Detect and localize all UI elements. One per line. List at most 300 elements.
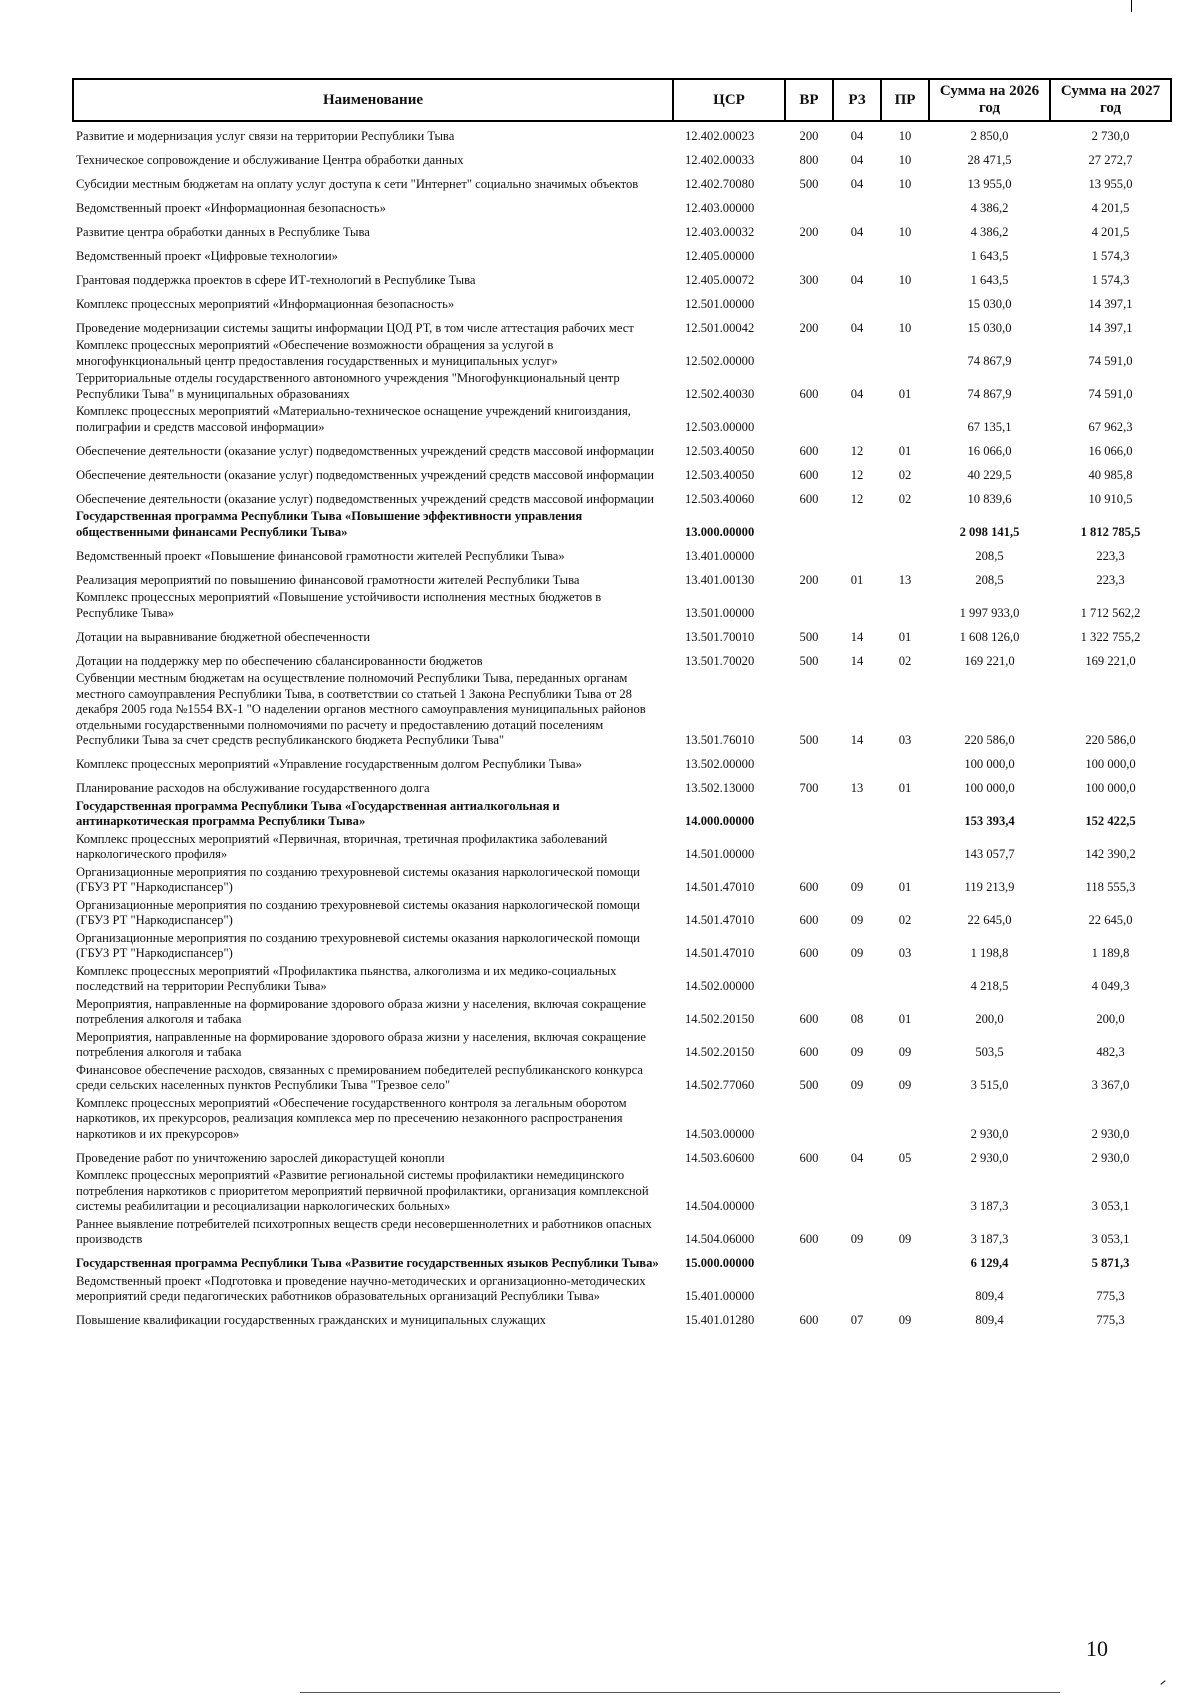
- row-rz: [833, 1095, 881, 1144]
- row-sum-2027: 4 201,5: [1091, 200, 1130, 215]
- row-rz: 04: [850, 386, 864, 401]
- row-vr: 600: [799, 491, 819, 506]
- row-pr: [881, 193, 929, 217]
- row-vr: 500: [799, 653, 819, 668]
- table-row: [73, 1306, 1171, 1330]
- page-number: 10: [1086, 1636, 1108, 1661]
- table-row: [73, 241, 1171, 265]
- table-row: [73, 930, 1171, 963]
- row-pr: 01: [898, 1012, 912, 1026]
- row-sum-2026: 10 839,6: [967, 491, 1012, 506]
- row-sum-2026: 15 030,0: [967, 320, 1012, 335]
- row-vr: 600: [799, 1232, 819, 1246]
- row-sum-2027: 200,0: [1096, 1012, 1125, 1026]
- row-sum-2026: 2 930,0: [970, 1150, 1009, 1165]
- row-vr: 300: [799, 272, 819, 287]
- row-name: Комплекс процессных мероприятий «Информационная безопасность»: [76, 296, 455, 311]
- row-sum-2026: 3 187,3: [970, 1232, 1009, 1246]
- row-sum-2026: 153 393,4: [964, 814, 1015, 828]
- row-sum-2026: 2 930,0: [970, 1126, 1009, 1141]
- row-rz: [833, 750, 881, 774]
- header-vr: ВР: [785, 79, 833, 121]
- row-sum-2026: 1 997 933,0: [959, 605, 1020, 620]
- row-sum-2026: 13 955,0: [967, 176, 1012, 191]
- table-row: [73, 460, 1171, 484]
- row-vr: 600: [799, 1313, 819, 1327]
- row-sum-2027: 1 189,8: [1091, 946, 1130, 960]
- row-pr: 10: [898, 128, 912, 143]
- table-row: [73, 193, 1171, 217]
- row-pr: 02: [898, 491, 912, 506]
- row-pr: 01: [898, 781, 912, 795]
- row-sum-2026: 74 867,9: [967, 353, 1012, 368]
- row-csr: 12.502.00000: [685, 353, 755, 368]
- row-csr: 12.402.00023: [685, 128, 755, 143]
- row-sum-2027: 775,3: [1096, 1289, 1125, 1303]
- row-sum-2027: 16 066,0: [1088, 443, 1133, 458]
- row-sum-2027: 1 322 755,2: [1080, 629, 1141, 644]
- row-pr: 13: [898, 572, 912, 587]
- row-sum-2026: 4 386,2: [970, 200, 1009, 215]
- row-csr: 14.501.47010: [685, 946, 755, 960]
- row-vr: 200: [799, 572, 819, 587]
- row-rz: [833, 963, 881, 996]
- row-rz: 12: [850, 467, 864, 482]
- row-vr: [785, 1273, 833, 1306]
- row-csr: 13.401.00130: [685, 572, 755, 587]
- row-csr: 13.401.00000: [685, 548, 755, 563]
- row-csr: 12.503.40050: [685, 467, 755, 482]
- row-rz: 12: [850, 491, 864, 506]
- row-vr: 600: [799, 946, 819, 960]
- row-sum-2027: 169 221,0: [1085, 653, 1136, 668]
- row-name: Комплекс процессных мероприятий «Развитие региональной системы профилактики немедицинского потребления наркотиков с приоритетом мероприятий первичной профилактики, организация комплексной системы реабилитации и ресоциализации наркологических больных»: [76, 1168, 649, 1213]
- row-rz: [833, 289, 881, 313]
- row-sum-2026: 2 850,0: [970, 128, 1009, 143]
- row-sum-2026: 208,5: [975, 572, 1004, 587]
- row-pr: 03: [898, 733, 912, 747]
- row-name: Ведомственный проект «Подготовка и проведение научно-методических и организационно-методических мероприятий среди педагогических работников образовательных организаций Республики Тыва»: [76, 1273, 646, 1303]
- table-row: [73, 508, 1171, 541]
- row-pr: 10: [898, 224, 912, 239]
- row-sum-2027: 100 000,0: [1085, 757, 1136, 771]
- row-sum-2026: 1 643,5: [970, 248, 1009, 263]
- row-csr: 12.503.40060: [685, 491, 755, 506]
- row-rz: 04: [850, 128, 864, 143]
- table-row: [73, 670, 1171, 750]
- row-pr: 01: [898, 629, 912, 644]
- row-pr: 01: [898, 443, 912, 458]
- table-row: [73, 145, 1171, 169]
- row-vr: 600: [799, 913, 819, 927]
- row-csr: 14.504.06000: [685, 1232, 755, 1246]
- row-csr: 12.503.40050: [685, 443, 755, 458]
- table-row: [73, 1062, 1171, 1095]
- table-row: [73, 337, 1171, 370]
- table-row: [73, 1216, 1171, 1249]
- row-csr: 14.503.60600: [685, 1150, 755, 1165]
- table-row: [73, 831, 1171, 864]
- row-sum-2027: 3 053,1: [1091, 1232, 1130, 1246]
- table-row: [73, 622, 1171, 646]
- row-csr: 12.501.00042: [685, 320, 755, 335]
- row-sum-2027: 27 272,7: [1088, 152, 1133, 167]
- row-csr: 13.501.76010: [685, 733, 755, 747]
- row-rz: 14: [850, 629, 864, 644]
- row-sum-2027: 67 962,3: [1088, 419, 1133, 434]
- table-row: [73, 484, 1171, 508]
- row-sum-2027: 100 000,0: [1085, 781, 1136, 795]
- row-csr: 14.000.00000: [685, 814, 755, 828]
- scan-mark-bottom: [1160, 1680, 1165, 1685]
- row-sum-2027: 14 397,1: [1088, 320, 1133, 335]
- row-sum-2027: 1 812 785,5: [1080, 524, 1141, 539]
- row-vr: 200: [799, 128, 819, 143]
- row-pr: 01: [898, 880, 912, 894]
- row-sum-2026: 809,4: [975, 1313, 1004, 1327]
- row-vr: [785, 337, 833, 370]
- row-name: Государственная программа Республики Тыва «Развитие государственных языков Республики Тыва»: [76, 1256, 659, 1270]
- budget-table: [72, 78, 1172, 1330]
- row-rz: [833, 831, 881, 864]
- row-csr: 14.502.77060: [685, 1078, 755, 1092]
- row-pr: 02: [898, 913, 912, 927]
- row-sum-2027: 3 367,0: [1091, 1078, 1130, 1092]
- row-sum-2027: 1 574,3: [1091, 272, 1130, 287]
- header-pr: ПР: [881, 79, 929, 121]
- row-name: Техническое сопровождение и обслуживание Центра обработки данных: [76, 152, 464, 167]
- table-row: [73, 1167, 1171, 1216]
- row-vr: [785, 193, 833, 217]
- row-vr: [785, 831, 833, 864]
- row-rz: [833, 403, 881, 436]
- row-name: Проведение модернизации системы защиты информации ЦОД РТ, в том числе аттестация рабочих мест: [76, 320, 634, 335]
- row-sum-2027: 775,3: [1096, 1313, 1125, 1327]
- table-row: [73, 289, 1171, 313]
- scan-edge-line: [300, 1692, 1060, 1693]
- table-body: [73, 121, 1171, 1330]
- row-name: Комплекс процессных мероприятий «Профилактика пьянства, алкоголизма и их медико-социальных последствий на территории Республики Тыва»: [76, 963, 617, 993]
- row-vr: 500: [799, 629, 819, 644]
- row-name: Комплекс процессных мероприятий «Обеспечение возможности обращения за услугой в многофункциональный центр предоставления государственных и муниципальных услуг»: [76, 338, 558, 368]
- row-name: Ведомственный проект «Повышение финансовой грамотности жителей Республики Тыва»: [76, 548, 565, 563]
- table-row: [73, 370, 1171, 403]
- row-vr: 600: [799, 1012, 819, 1026]
- row-name: Территориальные отделы государственного автономного учреждения "Многофункциональный центр Республики Тыва" в муниципальных образованиях: [76, 371, 620, 401]
- row-sum-2026: 3 515,0: [970, 1078, 1009, 1092]
- table-row: [73, 1029, 1171, 1062]
- row-vr: [785, 508, 833, 541]
- row-rz: [833, 589, 881, 622]
- table-row: [73, 589, 1171, 622]
- row-pr: 02: [898, 653, 912, 668]
- table-row: [73, 1095, 1171, 1144]
- row-name: Обеспечение деятельности (оказание услуг) подведомственных учреждений средств массовой информации: [76, 467, 654, 482]
- row-pr: 10: [898, 320, 912, 335]
- row-pr: [881, 798, 929, 831]
- row-rz: [833, 541, 881, 565]
- row-rz: 09: [850, 946, 864, 960]
- row-sum-2026: 2 098 141,5: [959, 524, 1020, 539]
- row-vr: 200: [799, 320, 819, 335]
- header-sum-2027: Сумма на 2027 год: [1050, 79, 1171, 121]
- row-sum-2026: 1 198,8: [970, 946, 1009, 960]
- row-sum-2026: 208,5: [975, 548, 1004, 563]
- row-rz: [833, 508, 881, 541]
- row-sum-2026: 100 000,0: [964, 757, 1015, 771]
- table-row: [73, 996, 1171, 1029]
- row-vr: [785, 1167, 833, 1216]
- row-rz: 09: [850, 1045, 864, 1059]
- row-name: Обеспечение деятельности (оказание услуг) подведомственных учреждений средств массовой информации: [76, 443, 654, 458]
- row-name: Ведомственный проект «Цифровые технологии»: [76, 248, 338, 263]
- row-rz: [833, 193, 881, 217]
- table-row: [73, 541, 1171, 565]
- row-pr: [881, 589, 929, 622]
- row-vr: 500: [799, 176, 819, 191]
- row-rz: 04: [850, 1150, 864, 1165]
- row-pr: [881, 541, 929, 565]
- row-sum-2026: 200,0: [975, 1012, 1004, 1026]
- row-sum-2027: 3 053,1: [1091, 1199, 1130, 1213]
- row-csr: 14.504.00000: [685, 1199, 755, 1213]
- row-csr: 13.501.70010: [685, 629, 755, 644]
- budget-table-section: [72, 78, 1170, 1330]
- row-csr: 13.501.70020: [685, 653, 755, 668]
- row-name: Ведомственный проект «Информационная безопасность»: [76, 200, 386, 215]
- row-sum-2026: 119 213,9: [964, 880, 1015, 894]
- row-sum-2027: 14 397,1: [1088, 296, 1133, 311]
- row-pr: 01: [898, 386, 912, 401]
- row-rz: 09: [850, 1232, 864, 1246]
- table-row: [73, 963, 1171, 996]
- table-row: [73, 1273, 1171, 1306]
- row-sum-2026: 220 586,0: [964, 733, 1015, 747]
- row-sum-2026: 4 386,2: [970, 224, 1009, 239]
- header-csr: ЦСР: [673, 79, 785, 121]
- row-name: Планирование расходов на обслуживание государственного долга: [76, 781, 430, 795]
- row-pr: [881, 241, 929, 265]
- row-vr: 600: [799, 1150, 819, 1165]
- row-sum-2026: 15 030,0: [967, 296, 1012, 311]
- table-row: [73, 265, 1171, 289]
- row-pr: 03: [898, 946, 912, 960]
- row-sum-2027: 2 930,0: [1091, 1126, 1130, 1141]
- row-rz: 07: [850, 1313, 864, 1327]
- row-rz: 04: [850, 176, 864, 191]
- row-name: Субвенции местным бюджетам на осуществление полномочий Республики Тыва, переданных органам местного самоуправления Республики Тыва, в соответствии со статьей 1 Закона Республики Тыва от 28 декабря 2005 года №1554 ВХ-1 "О наделении органов местного самоуправления муниципальных районов отдельными государственными полномочиями по расчету и предоставлению дотаций поселениям Республики Тыва за счет средств республиканского бюджета Республики Тыва": [76, 671, 646, 747]
- row-csr: 12.405.00072: [685, 272, 755, 287]
- row-name: Комплекс процессных мероприятий «Материально-техническое оснащение учреждений книгоиздания, полиграфии и средств массовой информации»: [76, 404, 631, 434]
- row-vr: 200: [799, 224, 819, 239]
- row-vr: [785, 798, 833, 831]
- row-name: Дотации на выравнивание бюджетной обеспеченности: [76, 629, 371, 644]
- row-pr: [881, 508, 929, 541]
- row-pr: [881, 1167, 929, 1216]
- row-rz: [833, 241, 881, 265]
- table-row: [73, 864, 1171, 897]
- row-name: Финансовое обеспечение расходов, связанных с премированием победителей республиканского конкурса среди сельских населенных пунктов Республики Тыва "Трезвое село": [76, 1062, 644, 1092]
- row-pr: [881, 1095, 929, 1144]
- row-sum-2027: 22 645,0: [1088, 913, 1133, 927]
- row-rz: 09: [850, 1078, 864, 1092]
- row-csr: 14.501.00000: [685, 847, 755, 861]
- row-sum-2026: 1 608 126,0: [959, 629, 1020, 644]
- row-pr: 09: [898, 1045, 912, 1059]
- row-csr: 14.502.00000: [685, 979, 755, 993]
- row-name: Раннее выявление потребителей психотропных веществ среди несовершеннолетних и работников опасных производств: [76, 1216, 652, 1246]
- row-sum-2027: 1 712 562,2: [1080, 605, 1141, 620]
- row-pr: 10: [898, 152, 912, 167]
- row-vr: 600: [799, 1045, 819, 1059]
- row-pr: [881, 289, 929, 313]
- row-sum-2026: 3 187,3: [970, 1199, 1009, 1213]
- row-name: Комплекс процессных мероприятий «Первичная, вторичная, третичная профилактика заболеваний наркологического профиля»: [76, 831, 608, 861]
- scan-mark-top: [1131, 0, 1132, 12]
- row-sum-2027: 5 871,3: [1091, 1256, 1130, 1270]
- row-sum-2027: 142 390,2: [1085, 847, 1136, 861]
- row-csr: 15.401.01280: [685, 1313, 755, 1327]
- table-row: [73, 313, 1171, 337]
- row-pr: [881, 831, 929, 864]
- row-sum-2026: 4 218,5: [970, 979, 1009, 993]
- row-name: Реализация мероприятий по повышению финансовой грамотности жителей Республики Тыва: [76, 572, 580, 587]
- row-name: Обеспечение деятельности (оказание услуг) подведомственных учреждений средств массовой информации: [76, 491, 654, 506]
- row-vr: [785, 1249, 833, 1273]
- table-row: [73, 646, 1171, 670]
- table-row: [73, 774, 1171, 798]
- row-name: Организационные мероприятия по созданию трехуровневой системы оказания наркологической помощи (ГБУЗ РТ "Наркодиспансер"): [76, 897, 640, 927]
- table-row: [73, 403, 1171, 436]
- row-sum-2026: 67 135,1: [967, 419, 1012, 434]
- row-sum-2027: 223,3: [1096, 572, 1125, 587]
- row-rz: [833, 337, 881, 370]
- row-sum-2026: 74 867,9: [967, 386, 1012, 401]
- row-sum-2027: 2 930,0: [1091, 1150, 1130, 1165]
- row-name: Комплекс процессных мероприятий «Управление государственным долгом Республики Тыва»: [76, 757, 582, 771]
- header-name: Наименование: [73, 79, 673, 121]
- row-csr: 15.000.00000: [685, 1256, 755, 1270]
- row-name: Государственная программа Республики Тыва «Государственная антиалкогольная и антинаркотическая программа Республики Тыва»: [76, 798, 560, 828]
- row-pr: 09: [898, 1232, 912, 1246]
- row-sum-2027: 74 591,0: [1088, 386, 1133, 401]
- row-rz: 04: [850, 272, 864, 287]
- row-csr: 14.501.47010: [685, 880, 755, 894]
- row-pr: [881, 403, 929, 436]
- row-vr: 600: [799, 880, 819, 894]
- row-rz: 01: [850, 572, 864, 587]
- row-sum-2027: 223,3: [1096, 548, 1125, 563]
- row-name: Субсидии местным бюджетам на оплату услуг доступа к сети "Интернет" социально значимых объектов: [76, 176, 639, 191]
- row-vr: [785, 241, 833, 265]
- row-csr: 14.503.00000: [685, 1126, 755, 1141]
- row-sum-2027: 13 955,0: [1088, 176, 1133, 191]
- row-rz: [833, 1249, 881, 1273]
- row-vr: 500: [799, 1078, 819, 1092]
- row-csr: 15.401.00000: [685, 1289, 755, 1303]
- row-sum-2027: 118 555,3: [1085, 880, 1136, 894]
- row-rz: 08: [850, 1012, 864, 1026]
- row-vr: [785, 1095, 833, 1144]
- row-sum-2026: 169 221,0: [964, 653, 1015, 668]
- row-pr: [881, 750, 929, 774]
- row-rz: [833, 798, 881, 831]
- row-csr: 12.402.00033: [685, 152, 755, 167]
- row-rz: 04: [850, 152, 864, 167]
- row-csr: 12.503.00000: [685, 419, 755, 434]
- row-csr: 13.501.00000: [685, 605, 755, 620]
- row-sum-2026: 503,5: [975, 1045, 1004, 1059]
- row-name: Комплекс процессных мероприятий «Повышение устойчивости исполнения местных бюджетов в Республике Тыва»: [76, 590, 602, 620]
- row-sum-2026: 143 057,7: [964, 847, 1015, 861]
- row-rz: 04: [850, 320, 864, 335]
- row-csr: 14.502.20150: [685, 1012, 755, 1026]
- row-vr: [785, 589, 833, 622]
- row-csr: 12.405.00000: [685, 248, 755, 263]
- row-sum-2026: 40 229,5: [967, 467, 1012, 482]
- row-name: Мероприятия, направленные на формирование здорового образа жизни у населения, включая сокращение потребления алкоголя и табака: [76, 996, 646, 1026]
- row-sum-2026: 100 000,0: [964, 781, 1015, 795]
- row-rz: 14: [850, 653, 864, 668]
- row-vr: [785, 541, 833, 565]
- row-pr: 09: [898, 1313, 912, 1327]
- row-sum-2027: 482,3: [1096, 1045, 1125, 1059]
- row-sum-2026: 28 471,5: [967, 152, 1012, 167]
- row-name: Развитие центра обработки данных в Республике Тыва: [76, 224, 370, 239]
- row-vr: [785, 750, 833, 774]
- row-sum-2026: 1 643,5: [970, 272, 1009, 287]
- row-pr: [881, 1273, 929, 1306]
- row-pr: 09: [898, 1078, 912, 1092]
- row-rz: 04: [850, 224, 864, 239]
- table-row: [73, 565, 1171, 589]
- row-rz: [833, 1273, 881, 1306]
- row-rz: 14: [850, 733, 864, 747]
- row-csr: 12.502.40030: [685, 386, 755, 401]
- row-sum-2027: 220 586,0: [1085, 733, 1136, 747]
- row-sum-2027: 40 985,8: [1088, 467, 1133, 482]
- row-pr: 02: [898, 467, 912, 482]
- table-row: [73, 897, 1171, 930]
- table-row: [73, 217, 1171, 241]
- row-name: Организационные мероприятия по созданию трехуровневой системы оказания наркологической помощи (ГБУЗ РТ "Наркодиспансер"): [76, 864, 640, 894]
- row-sum-2027: 4 049,3: [1091, 979, 1130, 993]
- table-row: [73, 121, 1171, 145]
- row-rz: 09: [850, 880, 864, 894]
- table-row: [73, 1143, 1171, 1167]
- row-vr: 500: [799, 733, 819, 747]
- row-vr: 600: [799, 467, 819, 482]
- row-name: Комплекс процессных мероприятий «Обеспечение государственного контроля за легальным оборотом наркотиков, их прекурсоров, реализация комплекса мер по пресечению незаконного распространения наркотиков и их прекурсоров»: [76, 1095, 627, 1141]
- row-name: Грантовая поддержка проектов в сфере ИТ-технологий в Республике Тыва: [76, 272, 476, 287]
- table-row: [73, 169, 1171, 193]
- row-sum-2027: 1 574,3: [1091, 248, 1130, 263]
- row-name: Мероприятия, направленные на формирование здорового образа жизни у населения, включая сокращение потребления алкоголя и табака: [76, 1029, 646, 1059]
- table-row: [73, 750, 1171, 774]
- row-name: Дотации на поддержку мер по обеспечению сбалансированности бюджетов: [76, 653, 483, 668]
- row-rz: [833, 1167, 881, 1216]
- row-rz: 13: [850, 781, 864, 795]
- row-csr: 13.502.00000: [685, 757, 755, 771]
- row-pr: [881, 337, 929, 370]
- row-sum-2027: 152 422,5: [1085, 814, 1136, 828]
- row-csr: 13.000.00000: [685, 524, 755, 539]
- row-csr: 12.501.00000: [685, 296, 755, 311]
- table-row: [73, 1249, 1171, 1273]
- row-vr: [785, 963, 833, 996]
- row-sum-2027: 74 591,0: [1088, 353, 1133, 368]
- row-sum-2026: 16 066,0: [967, 443, 1012, 458]
